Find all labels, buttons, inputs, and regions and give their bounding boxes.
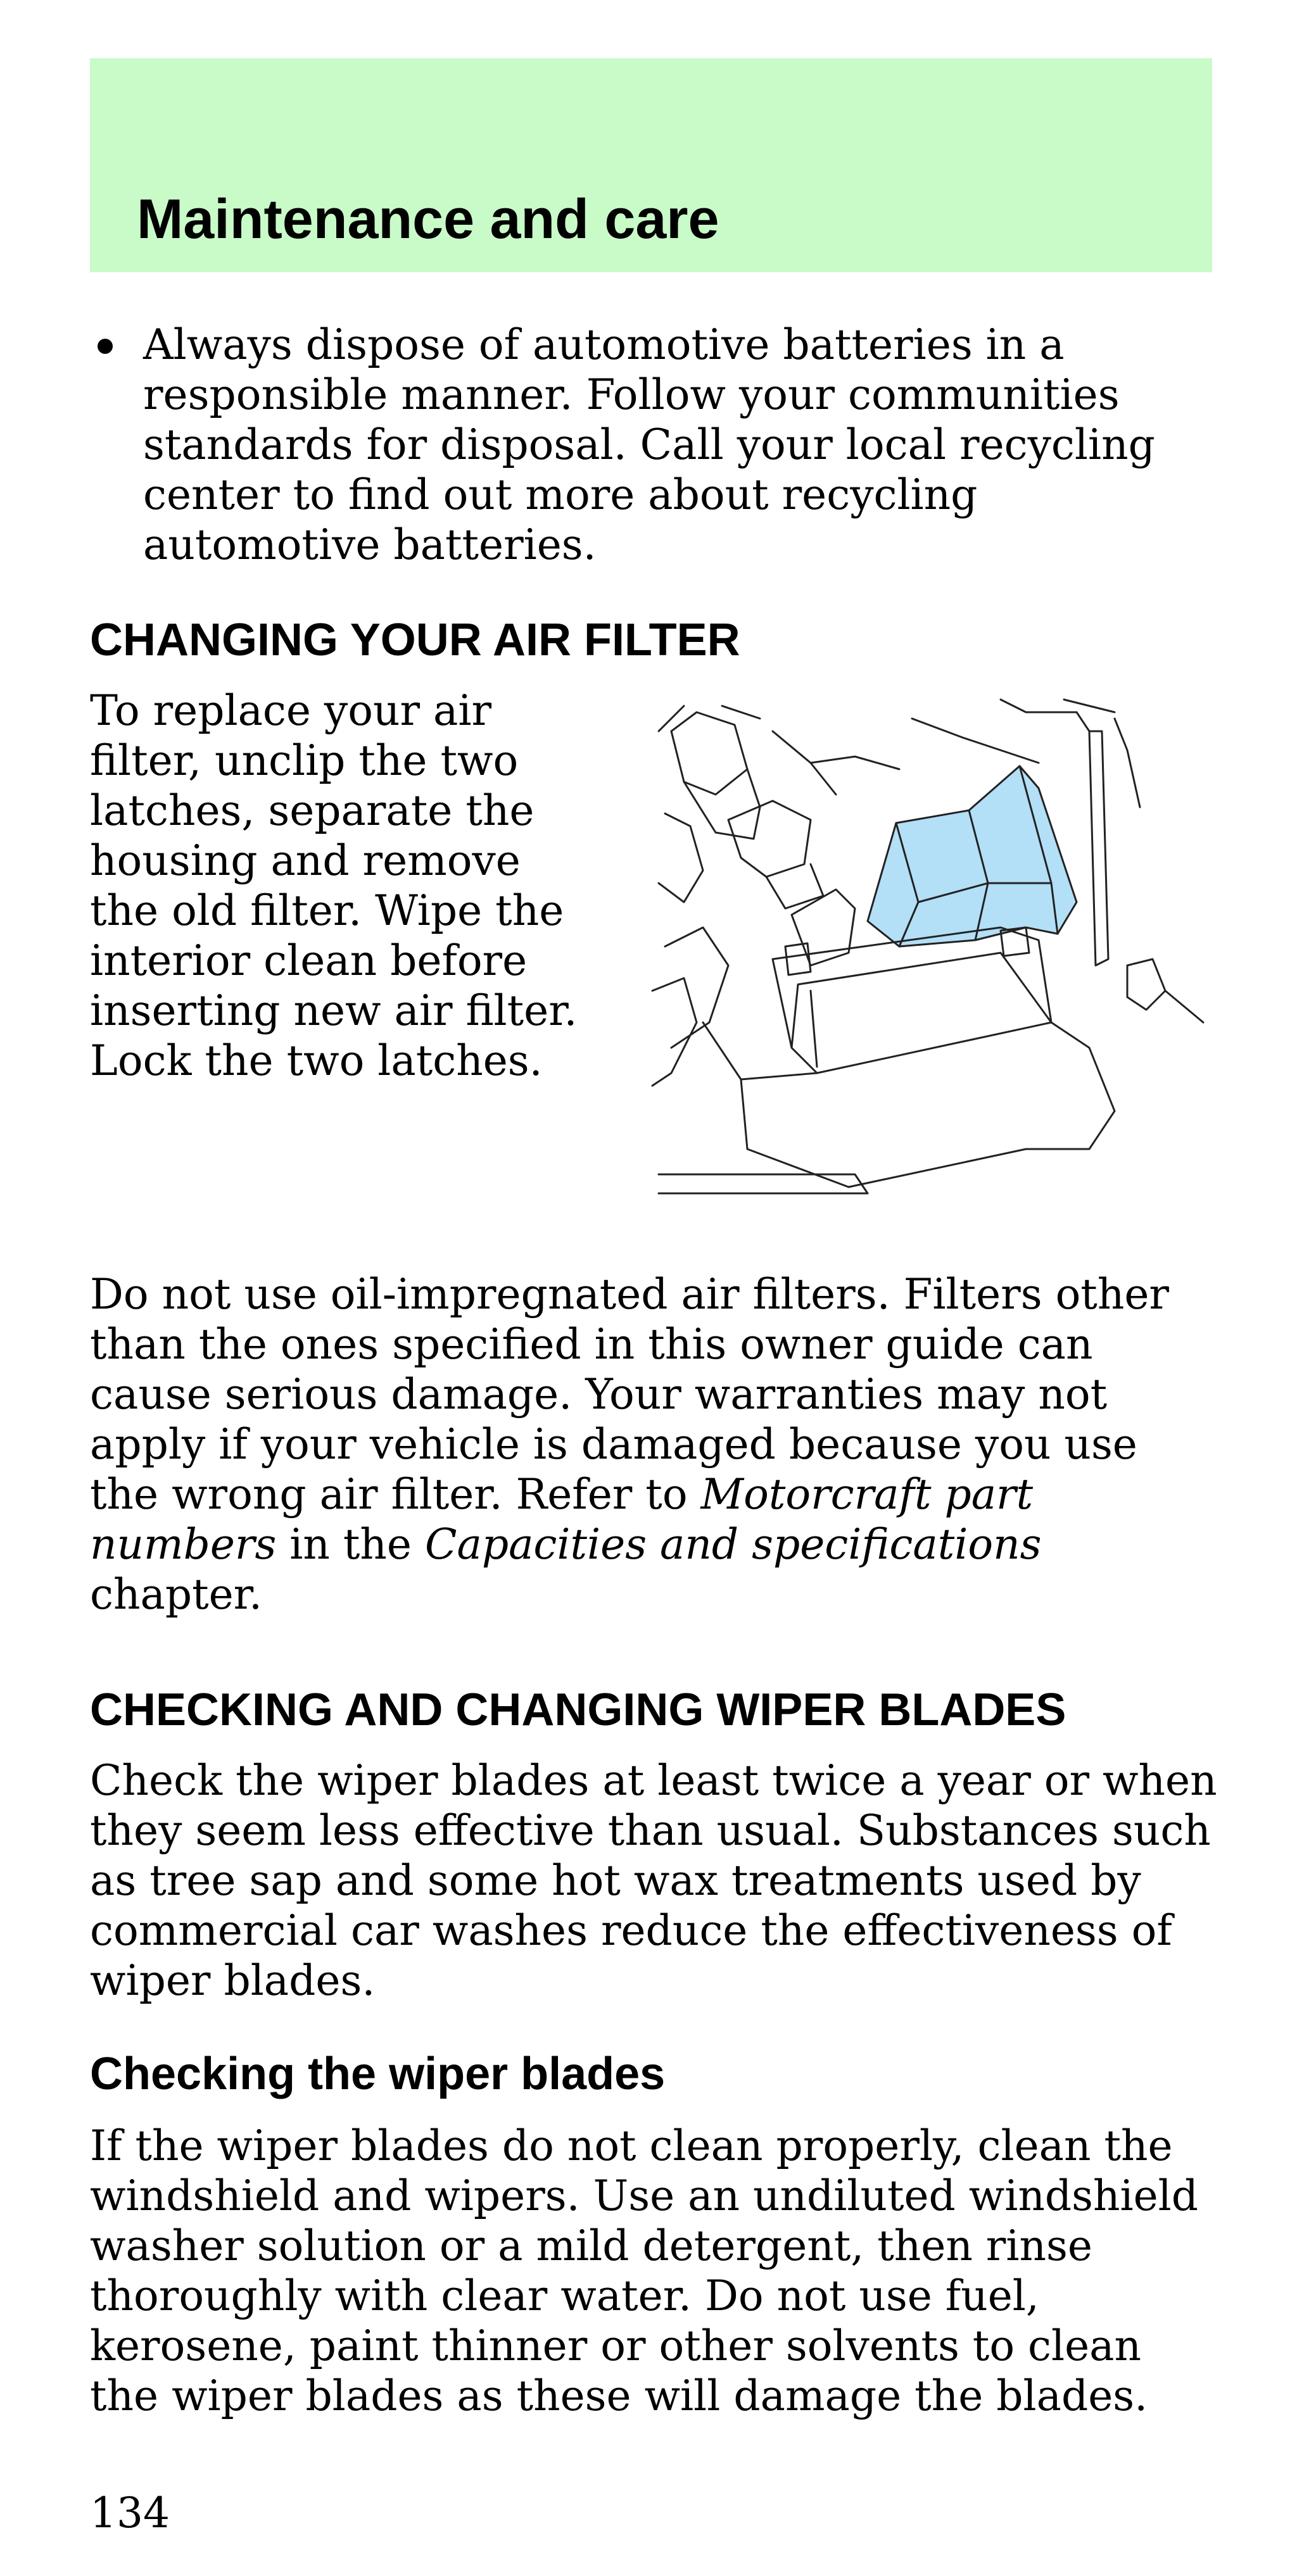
- wiper-intro-text: Check the wiper blades at least twice a year or when they seem less effective than usual. Substances such as tree sap and some hot wax treatments used by commercial car washes reduce the effectiveness of wiper blades.: [90, 1756, 1217, 2005]
- wiper-blades-heading: CHECKING AND CHANGING WIPER BLADES: [90, 1685, 1066, 1735]
- air-filter-heading: CHANGING YOUR AIR FILTER: [90, 615, 740, 665]
- capacities-reference: Capacities and specifications: [424, 1520, 1042, 1569]
- section-header-band: [90, 58, 1212, 272]
- page-number: 134: [90, 2489, 170, 2537]
- bullet-icon: [98, 339, 113, 354]
- air-filter-illustration: [646, 693, 1216, 1219]
- air-filter-warning: Do not use oil-impregnated air filters. Filters other than the ones specified in this owner guide can cause serious damage. Your warranties may not apply if your vehicle is damaged because you use the wrong air filter. Refer to Motorcraft part numbers in the Capacities and specifications chapter.: [90, 1270, 1169, 1619]
- checking-wiper-subheading: Checking the wiper blades: [90, 2049, 666, 2099]
- motorcraft-reference: Motorcraft part: [700, 1470, 1034, 1519]
- section-title: Maintenance and care: [137, 187, 719, 250]
- wiper-check-text: If the wiper blades do not clean properly, clean the windshield and wipers. Use an undiluted windshield washer solution or a mild detergent, then rinse thoroughly with clear water. Do not use fuel, kerosene, paint thinner or other solvents to clean the wiper blades as these will damage the blades.: [90, 2121, 1199, 2420]
- air-filter-housing: [868, 766, 1077, 946]
- bullet-text: Always dispose of automotive batteries in a responsible manner. Follow your communities standards for disposal. Call your local recycling center to find out more about recycling automotive batteries.: [143, 320, 1155, 569]
- air-filter-instructions: To replace your air filter, unclip the two latches, separate the housing and remove the old filter. Wipe the interior clean before inserting new air filter. Lock the two latches.: [90, 686, 578, 1085]
